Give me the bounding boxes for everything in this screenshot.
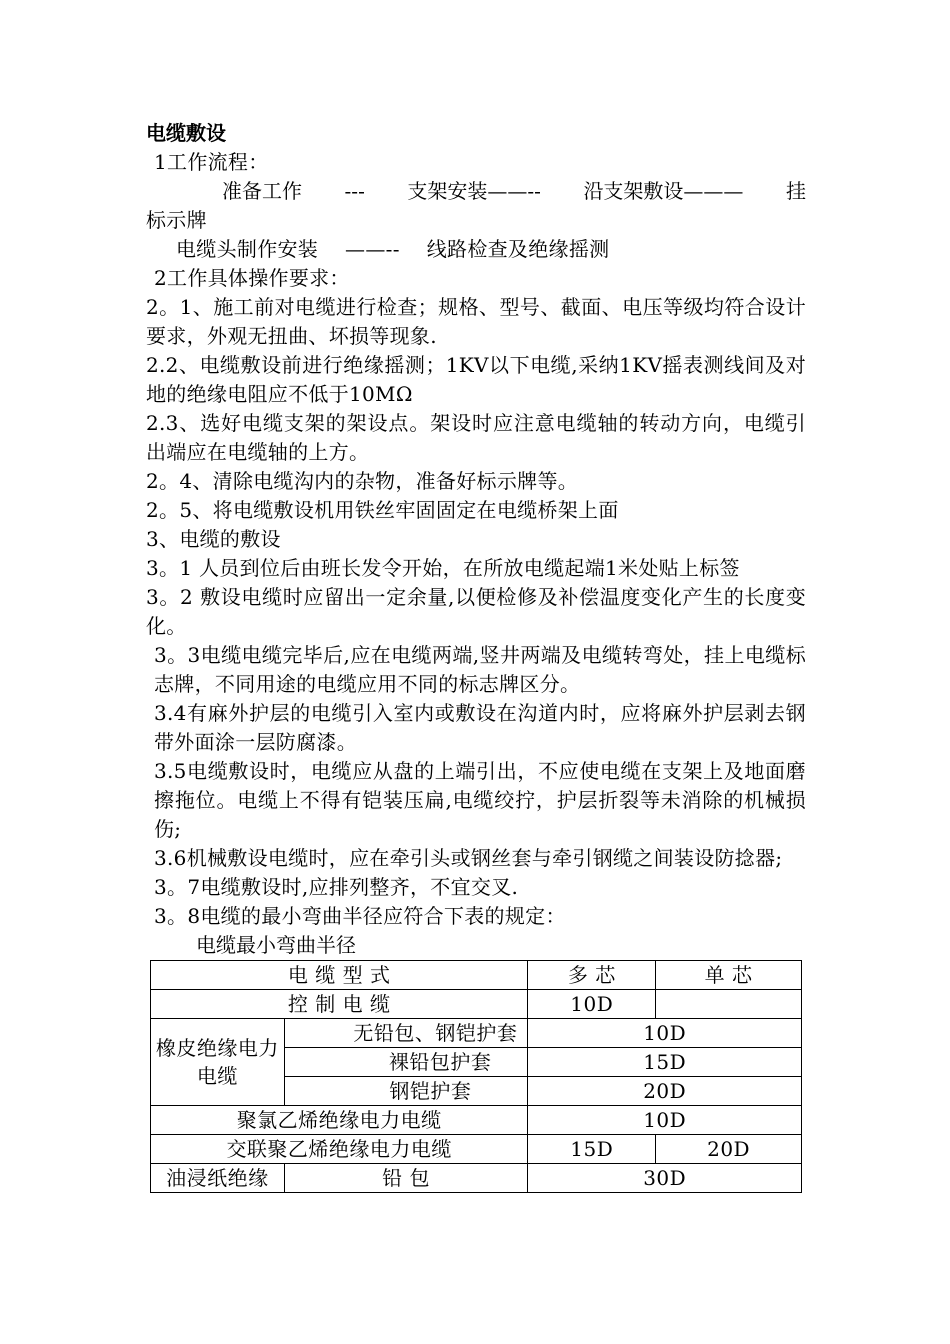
paragraph-2-5: 2。5、将电缆敷设机用铁丝牢固固定在电缆桥架上面 (146, 498, 619, 522)
table-row (151, 1135, 802, 1164)
table-caption: 电缆最小弯曲半径 (196, 933, 356, 957)
header-single-core: 单 芯 (656, 961, 802, 990)
workflow-step-laying: 沿支架敷设——— (583, 179, 744, 203)
workflow-step-prepare: 准备工作 (222, 179, 302, 203)
cell-value: 30D (528, 1164, 802, 1193)
workflow-step-hang: 挂 (785, 179, 806, 203)
section-heading-requirements: 2工作具体操作要求： (154, 266, 350, 290)
row-subtype: 无铅包、钢铠护套 (284, 1019, 528, 1048)
table-row (151, 1019, 802, 1048)
paragraph-3-6: 3.6机械敷设电缆时，应在牵引头或钢丝套与牵引钢缆之间装设防捻器; (154, 846, 783, 870)
workflow-step-bracket: 支架安装——-- (407, 179, 541, 203)
document-page (146, 118, 806, 1193)
cell-value: 20D (656, 1135, 802, 1164)
paragraph-3-1: 3。1 人员到位后由班长发令开始，在所放电缆起端1米处贴上标签 (146, 556, 740, 580)
row-subtype: 钢铠护套 (284, 1077, 528, 1106)
paragraph-2-1: 2。1、施工前对电缆进行检查；规格、型号、截面、电压等级均符合设计要求，外观无扭曲、坏损等现象. (146, 295, 806, 348)
table-row (151, 1164, 802, 1193)
cell-value: 10D (528, 1019, 802, 1048)
cell-value: 20D (528, 1077, 802, 1106)
paragraph-3-4: 3.4有麻外护层的电缆引入室内或敷设在沟道内时，应将麻外护层剥去钢带外面涂一层防腐漆。 (154, 701, 806, 754)
cell-value: 15D (528, 1048, 802, 1077)
paragraph-3-8: 3。8电缆的最小弯曲半径应符合下表的规定： (154, 904, 566, 928)
workflow-line-2: 电缆头制作安装 ——-- 线路检查及绝缘摇测 (176, 237, 610, 261)
paragraph-3-3: 3。3电缆电缆完毕后,应在电缆两端,竖井两端及电缆转弯处，挂上电缆标志牌，不同用途的电缆应用不同的标志牌区分。 (154, 643, 806, 696)
table-row (151, 1106, 802, 1135)
row-subtype: 铅 包 (284, 1164, 528, 1193)
paragraph-2-4: 2。4、清除电缆沟内的杂物，准备好标示牌等。 (146, 469, 579, 493)
paragraph-3-2: 3。2 敷设电缆时应留出一定余量,以便检修及补偿温度变化产生的长度变化。 (146, 585, 806, 638)
paragraph-3-7: 3。7电缆敷设时,应排列整齐，不宜交叉. (154, 875, 519, 899)
table-header-row (151, 961, 802, 990)
row-subtype: 裸铅包护套 (284, 1048, 528, 1077)
paragraph-2-2: 2.2、电缆敷设前进行绝缘摇测；1KV以下电缆,采纳1KV摇表测线间及对地的绝缘电阻应不低于10MΩ (146, 353, 806, 406)
cell-value: 15D (528, 1135, 656, 1164)
paragraph-3-5: 3.5电缆敷设时，电缆应从盘的上端引出，不应使电缆在支架上及地面磨擦拖位。电缆上不得有铠装压扁,电缆绞拧，护层折裂等未消除的机械损伤; (154, 759, 806, 841)
row-control-cable: 控 制 电 缆 (151, 990, 528, 1019)
cell-value: 10D (528, 990, 656, 1019)
cell-value: 10D (528, 1106, 802, 1135)
workflow-line-1 (146, 177, 806, 206)
header-cable-type: 电 缆 型 式 (151, 961, 528, 990)
row-xlpe-insulated: 交联聚乙烯绝缘电力电缆 (151, 1135, 528, 1164)
row-oil-paper-insulated: 油浸纸绝缘 (151, 1164, 285, 1193)
header-multi-core: 多 芯 (528, 961, 656, 990)
bend-radius-table (150, 960, 802, 1193)
workflow-line-1-wrap: 标示牌 (146, 208, 207, 232)
document-title: 电缆敷设 (146, 121, 226, 145)
workflow-arrow: --- (344, 179, 365, 203)
row-rubber-insulated: 橡皮绝缘电力电缆 (151, 1019, 285, 1106)
cell-value (656, 990, 802, 1019)
row-pvc-insulated: 聚氯乙烯绝缘电力电缆 (151, 1106, 528, 1135)
section-heading-laying: 3、电缆的敷设 (146, 527, 281, 551)
paragraph-2-3: 2.3、选好电缆支架的架设点。架设时应注意电缆轴的转动方向，电缆引出端应在电缆轴的上方。 (146, 411, 806, 464)
section-heading-workflow: 1工作流程： (154, 150, 269, 174)
table-row (151, 990, 802, 1019)
